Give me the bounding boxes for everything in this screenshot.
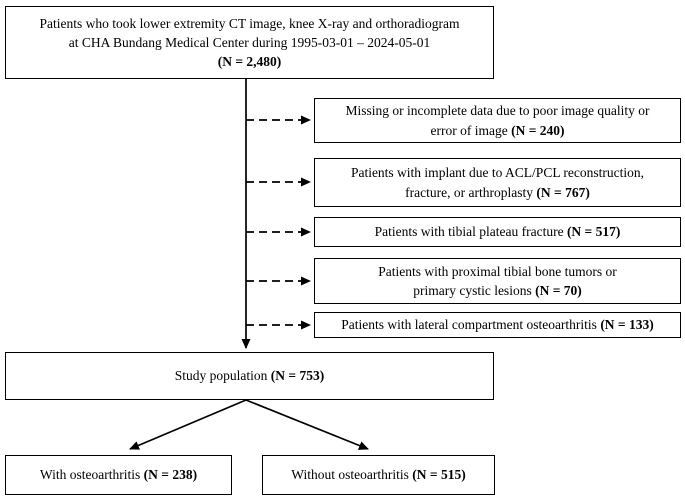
exclusion-4-text: primary cystic lesions bbox=[413, 283, 532, 298]
exclusion-2-line2 bbox=[321, 183, 674, 202]
exclusion-box-implant bbox=[314, 158, 681, 207]
top-population-count: (N = 2,480) bbox=[217, 54, 282, 70]
outcome-left-text: With osteoarthritis bbox=[39, 467, 141, 483]
exclusion-1-count: (N = 240) bbox=[511, 122, 565, 138]
exclusion-2-count: (N = 767) bbox=[536, 184, 590, 200]
outcome-box-without-osteoarthritis bbox=[262, 455, 495, 495]
exclusion-box-missing-data bbox=[314, 98, 681, 143]
outcome-right-count: (N = 515) bbox=[412, 467, 466, 483]
exclusion-3-count: (N = 517) bbox=[566, 224, 621, 240]
study-population-line bbox=[12, 366, 487, 385]
exclusion-box-tibial-plateau-fracture bbox=[314, 217, 681, 247]
outcome-box-with-osteoarthritis bbox=[5, 455, 232, 495]
exclusion-1-text: error of image bbox=[430, 122, 508, 138]
study-population-box bbox=[5, 352, 494, 400]
exclusion-4-count: (N = 70) bbox=[535, 283, 582, 298]
outcome-right-line bbox=[269, 465, 488, 484]
exclusion-1-line2 bbox=[321, 121, 674, 140]
exclusion-3-line1 bbox=[321, 222, 674, 241]
exclusion-1-line1: Missing or incomplete data due to poor image quality or bbox=[345, 103, 650, 119]
exclusion-2-line1: Patients with implant due to ACL/PCL reconstruction, bbox=[350, 165, 645, 181]
top-population-line2: at CHA Bundang Medical Center during 1995-03-01 – 2024-05-01 bbox=[68, 34, 431, 50]
exclusion-3-text: Patients with tibial plateau fracture bbox=[374, 224, 564, 240]
exclusion-5-count: (N = 133) bbox=[600, 317, 654, 333]
exclusion-5-line1 bbox=[318, 315, 677, 334]
top-population-line1: Patients who took lower extremity CT image, knee X-ray and orthoradiogram bbox=[39, 15, 460, 31]
exclusion-box-bone-tumors bbox=[314, 258, 681, 304]
arrow-branch-left bbox=[130, 400, 246, 449]
exclusion-4-line1: Patients with proximal tibial bone tumors or bbox=[378, 263, 617, 279]
outcome-right-text: Without osteoarthritis bbox=[291, 467, 409, 483]
study-population-text: Study population bbox=[174, 368, 268, 384]
exclusion-4-line2 bbox=[321, 281, 674, 300]
exclusion-5-text: Patients with lateral compartment osteoarthritis bbox=[341, 317, 597, 333]
outcome-left-line bbox=[12, 465, 225, 484]
outcome-left-count: (N = 238) bbox=[143, 467, 198, 483]
top-population-box bbox=[5, 6, 494, 79]
arrow-branch-right bbox=[246, 400, 368, 449]
exclusion-2-text: fracture, or arthroplasty bbox=[405, 184, 533, 200]
exclusion-box-lateral-compartment-oa bbox=[314, 312, 681, 338]
study-population-count: (N = 753) bbox=[270, 368, 325, 384]
